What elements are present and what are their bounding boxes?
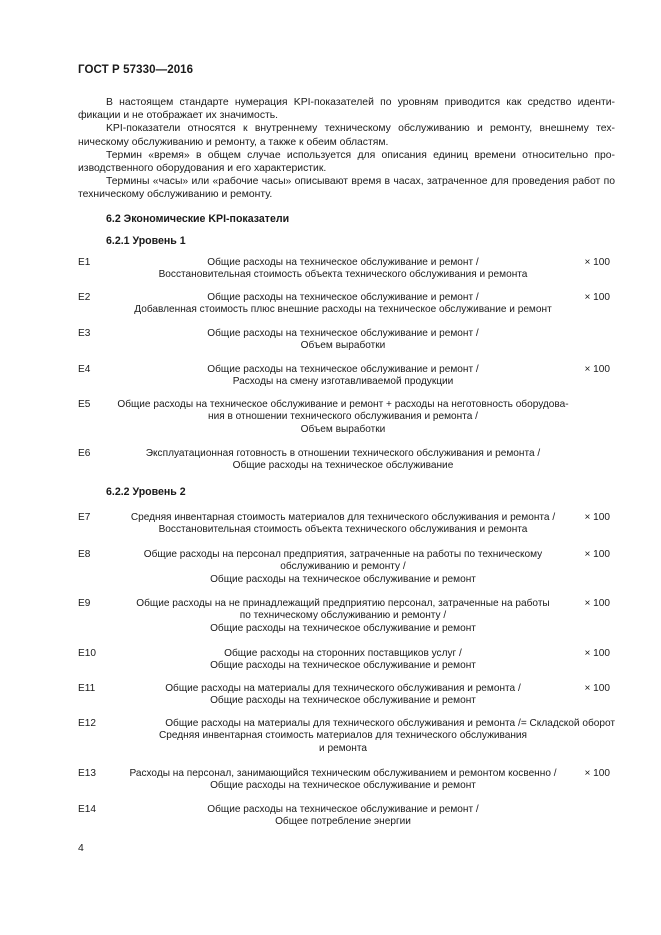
indicator-code: E4	[78, 364, 91, 375]
standard-header: ГОСТ Р 57330—2016	[78, 64, 194, 76]
indicator-formula	[108, 512, 578, 537]
formula-line: ния в отношении технического обслуживания и ремонта /	[208, 411, 478, 423]
formula-line: Общие расходы на техническое обслуживание и ремонт	[210, 780, 476, 792]
formula-line: Объем выработки	[300, 340, 386, 352]
subsection-heading-level-1: 6.2.1 Уровень 1	[106, 235, 186, 247]
indicator-formula	[108, 648, 578, 673]
formula-line: Общие расходы на материалы для технического обслуживания и ремонта /	[165, 718, 521, 729]
formula-line: Общие расходы на техническое обслуживание и ремонт /	[207, 257, 479, 268]
formula-line: Восстановительная стоимость объекта технического обслуживания и ремонта	[158, 269, 528, 281]
indicator-multiplier: = Складской оборот	[520, 718, 615, 729]
indicator-code: E3	[78, 328, 91, 339]
formula-line: Общие расходы на техническое обслуживание	[232, 460, 454, 472]
indicator-formula	[108, 768, 578, 793]
formula-line: Общие расходы на техническое обслуживание и ремонт	[210, 622, 476, 634]
indicator-formula	[108, 399, 578, 436]
indicator-multiplier: × 100	[584, 257, 610, 268]
indicator-multiplier: × 100	[584, 292, 610, 303]
formula-line: Общие расходы на техническое обслуживание и ремонт	[210, 660, 476, 672]
formula-line: и ремонта	[319, 742, 367, 754]
indicator-formula	[108, 257, 578, 282]
intro-text	[78, 96, 615, 202]
page-number: 4	[78, 843, 84, 854]
indicator-code: E8	[78, 549, 91, 560]
indicator-formula	[108, 328, 578, 353]
formula-line: по техническому обслуживанию и ремонту /	[239, 610, 447, 622]
indicator-formula	[108, 804, 578, 829]
indicator-formula	[108, 364, 578, 389]
indicator-multiplier: × 100	[584, 512, 610, 523]
subsection-heading-level-2: 6.2.2 Уровень 2	[106, 486, 186, 498]
formula-line: Общие расходы на техническое обслуживание и ремонт /	[207, 364, 479, 375]
indicator-formula	[108, 598, 578, 635]
indicator-multiplier: × 100	[584, 648, 610, 659]
indicator-formula	[108, 683, 578, 708]
formula-line: Общие расходы на не принадлежащий предприятию персонал, затраченные на работы	[136, 598, 550, 609]
indicator-multiplier: × 100	[584, 683, 610, 694]
formula-line: Средняя инвентарная стоимость материалов для технического обслуживания	[159, 730, 527, 742]
formula-line: Средняя инвентарная стоимость материалов для технического обслуживания и ремонта /	[130, 512, 556, 523]
formula-line: Общие расходы на техническое обслуживание и ремонт /	[207, 804, 479, 815]
indicator-multiplier: × 100	[584, 768, 610, 779]
formula-line: Общие расходы на техническое обслуживание и ремонт	[210, 573, 476, 585]
intro-paragraph: KPI-показатели относятся к внутреннему техническому обслуживанию и ремонту, внешнему тех-ническому обслуживанию и ремонту, а также к обеим областям.	[78, 123, 615, 148]
indicator-code: E5	[78, 399, 91, 410]
indicator-formula	[108, 448, 578, 473]
indicator-formula	[108, 718, 578, 755]
indicator-code: E9	[78, 598, 91, 609]
formula-line: Восстановительная стоимость объекта технического обслуживания и ремонта	[158, 524, 528, 536]
formula-line: Объем выработки	[300, 423, 386, 435]
formula-line: обслуживанию и ремонту /	[280, 561, 406, 573]
formula-line: Общие расходы на техническое обслуживание и ремонт + расходы на неготовность оборудова-	[117, 399, 569, 410]
formula-line: Общие расходы на техническое обслуживание и ремонт /	[207, 292, 479, 303]
indicator-code: E7	[78, 512, 91, 523]
indicator-code: E12	[78, 718, 96, 729]
indicator-code: E11	[78, 683, 96, 694]
section-heading: 6.2 Экономические KPI-показатели	[106, 213, 290, 225]
formula-line: Общие расходы на сторонних поставщиков услуг /	[224, 648, 462, 659]
indicator-code: E10	[78, 648, 96, 659]
formula-line: Добавленная стоимость плюс внешние расходы на техническое обслуживание и ремонт	[134, 304, 552, 316]
indicator-code: E2	[78, 292, 91, 303]
intro-paragraph: Термины «часы» или «рабочие часы» описывают время в часах, затраченное для проведения работ по техническому обслуживанию и ремонту.	[78, 176, 615, 201]
formula-line: Общие расходы на техническое обслуживание и ремонт /	[207, 328, 479, 339]
indicator-code: E13	[78, 768, 96, 779]
formula-line: Расходы на смену изготавливаемой продукции	[232, 376, 454, 388]
formula-line: Общее потребление энергии	[275, 816, 411, 828]
intro-paragraph: Термин «время» в общем случае используется для описания единиц времени относительно про-изводственного оборудования и его характеристик.	[78, 149, 615, 175]
formula-line: Расходы на персонал, занимающийся техническим обслуживанием и ремонтом косвенно /	[129, 768, 557, 779]
indicator-multiplier: × 100	[584, 364, 610, 375]
formula-line: Эксплуатационная готовность в отношении технического обслуживания и ремонта /	[145, 448, 541, 459]
indicator-multiplier: × 100	[584, 598, 610, 609]
indicator-multiplier: × 100	[584, 549, 610, 560]
indicator-formula	[108, 292, 578, 317]
indicator-formula	[108, 549, 578, 586]
formula-line: Общие расходы на материалы для технического обслуживания и ремонта /	[165, 683, 521, 694]
formula-line: Общие расходы на персонал предприятия, затраченные на работы по техническому	[143, 549, 543, 560]
formula-line: Общие расходы на техническое обслуживание и ремонт	[210, 695, 476, 707]
intro-paragraph: В настоящем стандарте нумерация KPI-показателей по уровням приводится как средство иденти-фикации и не отображает их значимость.	[78, 97, 615, 122]
indicator-code: E6	[78, 448, 91, 459]
indicator-code: E1	[78, 257, 91, 268]
indicator-code: E14	[78, 804, 96, 815]
